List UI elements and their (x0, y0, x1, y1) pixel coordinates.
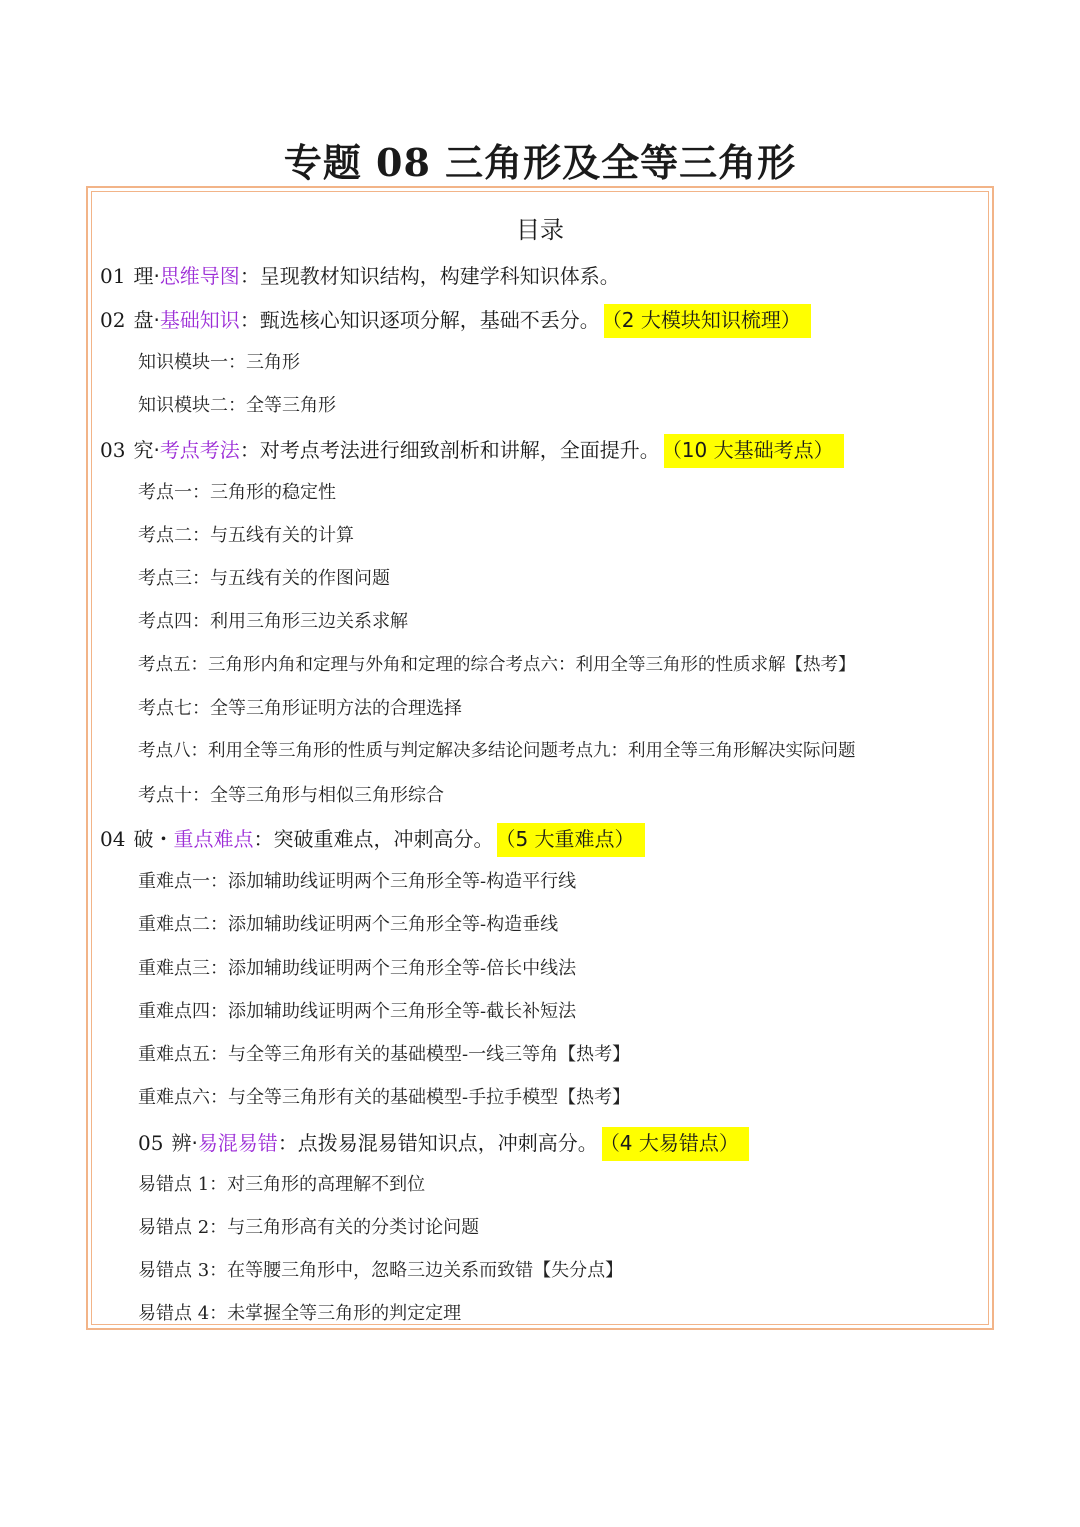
section-keyword: 易混易错 (197, 1131, 278, 1155)
section-number: 03 (100, 438, 126, 462)
section-number: 04 (100, 827, 126, 851)
section-keyword: 思维导图 (159, 264, 240, 288)
section-keyword: 基础知识 (159, 308, 240, 332)
section-description: ：点拨易混易错知识点，冲刺高分。 (277, 1131, 598, 1155)
section-prefix: 辨· (171, 1131, 198, 1155)
toc-item[interactable]: 考点一：三角形的稳定性 (138, 482, 336, 503)
section-highlight-badge: （10 大基础考点） (664, 434, 844, 468)
toc-item[interactable]: 重难点六：与全等三角形有关的基础模型-手拉手模型【热考】 (138, 1087, 631, 1108)
toc-section-01[interactable] (100, 260, 620, 289)
section-highlight-badge: （4 大易错点） (602, 1127, 749, 1161)
section-description: ：甄选核心知识逐项分解，基础不丢分。 (239, 308, 600, 332)
toc-item[interactable]: 知识模块二：全等三角形 (138, 395, 336, 416)
toc-item[interactable]: 重难点一：添加辅助线证明两个三角形全等-构造平行线 (138, 871, 577, 892)
section-highlight-badge: （5 大重难点） (497, 823, 644, 857)
section-description: ：呈现教材知识结构，构建学科知识体系。 (239, 264, 620, 288)
toc-item[interactable]: 考点五：三角形内角和定理与外角和定理的综合考点六：利用全等三角形的性质求解【热考】 (138, 655, 856, 675)
toc-heading: 目录 (516, 216, 564, 244)
toc-item[interactable]: 重难点五：与全等三角形有关的基础模型-一线三等角【热考】 (138, 1044, 631, 1065)
page-title: 专题 08 三角形及全等三角形 (283, 140, 797, 185)
section-keyword: 重点难点 (173, 827, 254, 851)
toc-section-03[interactable] (100, 434, 844, 463)
section-keyword: 考点考法 (159, 438, 240, 462)
toc-section-05[interactable] (138, 1127, 749, 1156)
table-of-contents (86, 186, 994, 1330)
section-description: ：突破重难点，冲刺高分。 (253, 827, 494, 851)
section-prefix: 理· (133, 264, 160, 288)
section-highlight-badge: （2 大模块知识梳理） (604, 304, 811, 338)
toc-item[interactable]: 重难点二：添加辅助线证明两个三角形全等-构造垂线 (138, 914, 559, 935)
toc-item[interactable]: 考点三：与五线有关的作图问题 (138, 568, 390, 589)
toc-item[interactable]: 易错点 3：在等腰三角形中，忽略三边关系而致错【失分点】 (138, 1260, 624, 1281)
toc-item[interactable]: 易错点 4：未掌握全等三角形的判定定理 (138, 1303, 462, 1324)
section-prefix: 盘· (133, 308, 160, 332)
toc-item[interactable]: 考点七：全等三角形证明方法的合理选择 (138, 698, 462, 719)
section-description: ：对考点考法进行细致剖析和讲解，全面提升。 (239, 438, 660, 462)
section-prefix: 破・ (133, 827, 174, 851)
section-number: 05 (138, 1131, 164, 1155)
toc-item[interactable]: 重难点三：添加辅助线证明两个三角形全等-倍长中线法 (138, 958, 577, 979)
toc-item[interactable]: 考点八：利用全等三角形的性质与判定解决多结论问题考点九：利用全等三角形解决实际问题 (138, 741, 856, 761)
toc-section-04[interactable] (100, 823, 645, 852)
toc-section-02[interactable] (100, 304, 811, 333)
toc-item[interactable]: 易错点 1：对三角形的高理解不到位 (138, 1174, 426, 1195)
toc-item[interactable]: 考点二：与五线有关的计算 (138, 525, 354, 546)
toc-item[interactable]: 易错点 2：与三角形高有关的分类讨论问题 (138, 1217, 480, 1238)
section-number: 01 (100, 264, 126, 288)
toc-item[interactable]: 考点四：利用三角形三边关系求解 (138, 611, 408, 632)
section-number: 02 (100, 308, 126, 332)
toc-item[interactable]: 重难点四：添加辅助线证明两个三角形全等-截长补短法 (138, 1001, 577, 1022)
toc-item[interactable]: 考点十：全等三角形与相似三角形综合 (138, 785, 444, 806)
section-prefix: 究· (133, 438, 160, 462)
toc-item[interactable]: 知识模块一：三角形 (138, 352, 300, 373)
